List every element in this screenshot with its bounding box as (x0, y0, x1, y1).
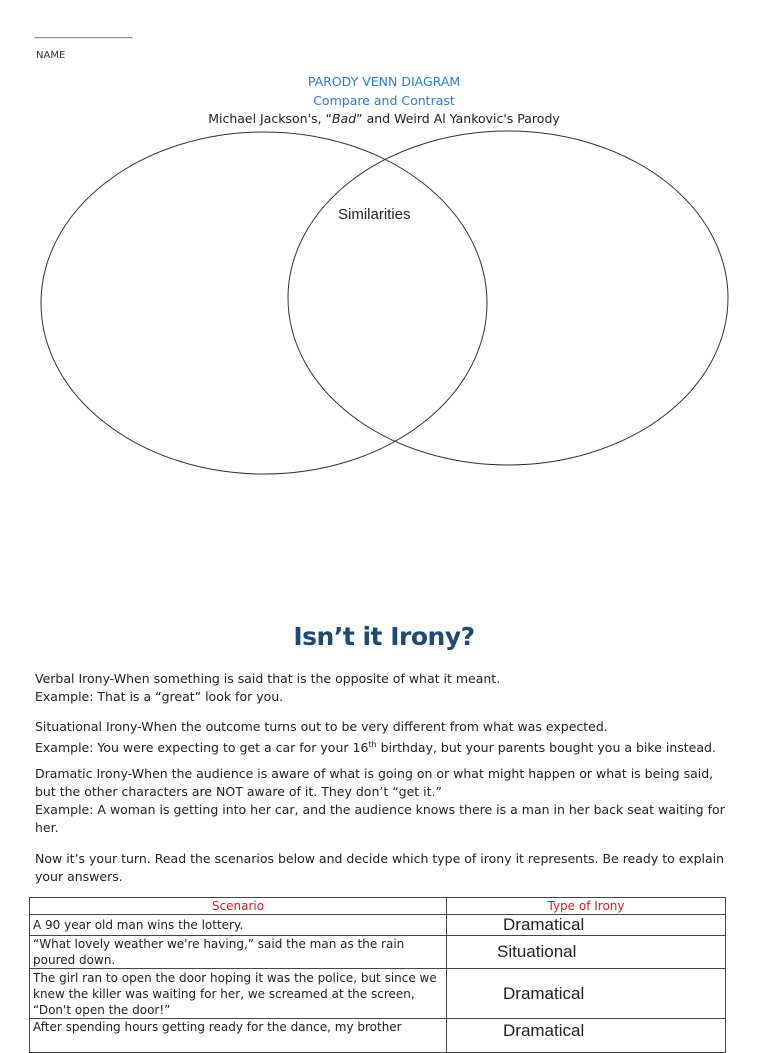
type-cell[interactable]: Situational (447, 936, 726, 969)
scenario-cell: A 90 year old man wins the lottery. (30, 915, 447, 936)
table-header-row (30, 898, 726, 915)
name-label: NAME (36, 50, 66, 61)
type-cell[interactable]: Dramatical (447, 1019, 726, 1053)
dramatic-irony-example: Example: A woman is getting into her car, and the audience knows there is a man in her back seat waiting for her. (35, 802, 725, 835)
table-row (30, 915, 726, 936)
dramatic-irony-definition: Dramatic Irony-When the audience is aware of what is going on or what might happen or what is being said, but the other characters are NOT aware of it. They don’t “get it.” (35, 766, 714, 799)
type-cell[interactable]: Dramatical (447, 915, 726, 936)
venn-title: PARODY VENN DIAGRAM (307, 74, 461, 89)
dramatic-irony-block (35, 765, 735, 837)
venn-overlap-label: Similarities (338, 206, 411, 223)
venn-left-circle (41, 132, 487, 474)
verbal-irony-example: Example: That is a “great” look for you. (35, 689, 284, 704)
irony-title: Isn’t it Irony? (293, 622, 475, 651)
table-row (30, 936, 726, 969)
venn-description-part2: ” and Weird Al Yankovic's Parody (356, 111, 560, 126)
venn-description-part1: Michael Jackson's, “ (208, 111, 332, 126)
verbal-irony-block (35, 670, 735, 706)
table-row (30, 969, 726, 1019)
scenario-cell: After spending hours getting ready for the dance, my brother (30, 1019, 447, 1053)
scenario-cell: The girl ran to open the door hoping it was the police, but since we knew the killer was waiting for her, we screamed at the screen, “Don't open the door!” (30, 969, 447, 1019)
venn-subtitle: Compare and Contrast (313, 93, 455, 108)
venn-description-italic: Bad (331, 111, 357, 126)
verbal-irony-definition: Verbal Irony-When something is said that is the opposite of what it meant. (35, 671, 501, 686)
situational-irony-example: Example: You were expecting to get a car for your 16th birthday, but your parents bought you a bike instead. (35, 740, 716, 756)
name-underline: ---------------------------------------------------- (34, 33, 133, 42)
type-cell[interactable]: Dramatical (447, 969, 726, 1019)
venn-right-circle (288, 131, 728, 465)
header-scenario: Scenario (30, 898, 447, 915)
instructions: Now it’s your turn. Read the scenarios below and decide which type of irony it represents. Be ready to explain your answers. (35, 851, 725, 884)
irony-table (29, 897, 726, 1053)
scenario-cell: “What lovely weather we're having,” said the man as the rain poured down. (30, 936, 447, 969)
situational-irony-definition: Situational Irony-When the outcome turns out to be very different from what was expected. (35, 719, 608, 734)
situational-irony-block (35, 718, 735, 757)
venn-diagram (0, 120, 768, 480)
header-type: Type of Irony (447, 898, 726, 915)
